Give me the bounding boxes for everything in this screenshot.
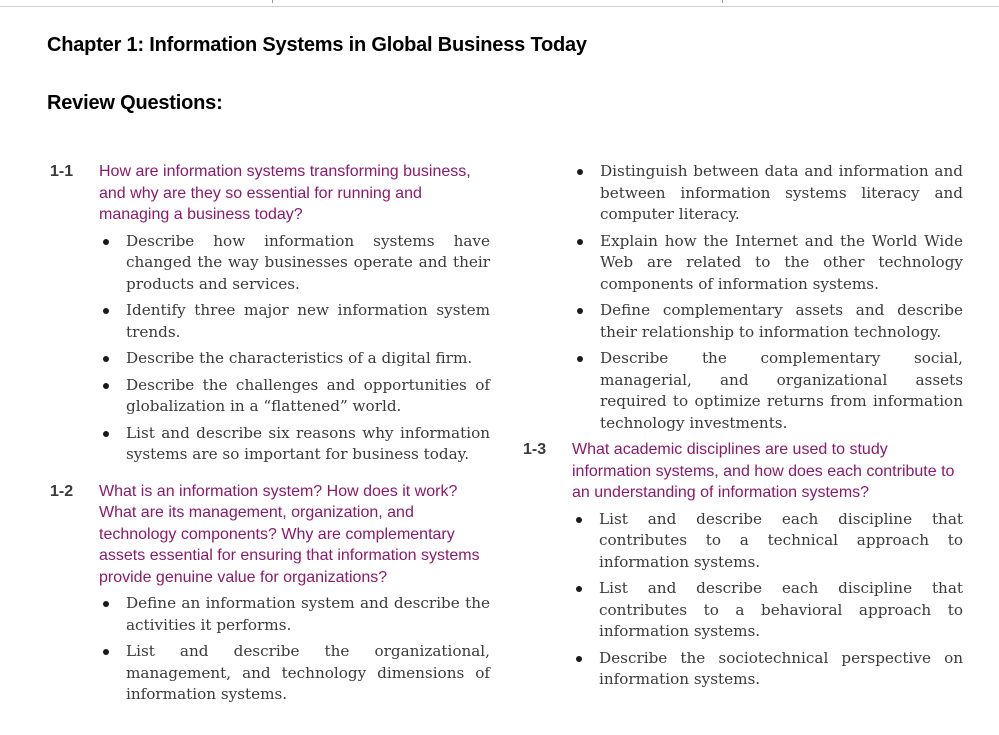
left-column [50, 161, 490, 711]
question-number: 1-2 [50, 482, 74, 500]
bullet-item: Distinguish between data and information and between information systems literacy and computer literacy. [573, 161, 963, 226]
question-number: 1-1 [50, 163, 74, 180]
rule-tick [272, 0, 273, 3]
question-text: How are information systems transforming business, and why are they so essential for running and managing a business today? [99, 163, 471, 223]
question-1-3 [523, 439, 963, 696]
bullet-item: Describe the challenges and opportunities of globalization in a “flattened” world. [99, 375, 490, 418]
bullet-icon [103, 308, 109, 314]
bullet-icon [103, 239, 109, 245]
question-1-1 [50, 161, 490, 471]
bullet-item: Describe how information systems have changed the way businesses operate and their products and services. [99, 231, 490, 296]
section-title: Review Questions: [47, 92, 223, 114]
question-body [99, 161, 490, 471]
bullet-item: List and describe six reasons why information systems are so important for business today. [99, 423, 490, 466]
bullet-list [572, 509, 963, 691]
bullet-icon [103, 601, 109, 607]
chapter-title: Chapter 1: Information Systems in Global Business Today [47, 34, 587, 56]
bullet-icon [577, 169, 583, 175]
question-text: What academic disciplines are used to study information systems, and how does each contribute to an understanding of information systems? [572, 441, 955, 501]
right-column [523, 161, 963, 696]
bullet-icon [103, 356, 109, 362]
bullet-icon [577, 356, 583, 362]
question-number: 1-3 [523, 441, 547, 458]
bullet-list [99, 231, 490, 466]
bullet-item: List and describe each discipline that contributes to a behavioral approach to information systems. [572, 578, 963, 643]
bullet-item: Identify three major new information system trends. [99, 300, 490, 343]
bullet-item: Define complementary assets and describe their relationship to information technology. [573, 300, 963, 343]
bullet-item: List and describe the organizational, management, and technology dimensions of information systems. [99, 641, 490, 706]
bullet-icon [577, 308, 583, 314]
question-1-2 [50, 481, 490, 711]
bullet-icon [576, 517, 582, 523]
bullet-item: List and describe each discipline that contributes to a technical approach to information systems. [572, 509, 963, 574]
rule-tick [722, 0, 723, 3]
bullet-list [573, 161, 963, 434]
question-body [572, 439, 963, 696]
bullet-icon [103, 431, 109, 437]
bullet-item: Describe the sociotechnical perspective on information systems. [572, 648, 963, 691]
bullet-list [99, 593, 490, 706]
question-text: What is an information system? How does it work? What are its management, organization, and technology components? Why are complementary assets essential for ensuring that information systems provide genuine value for organizations? [99, 482, 480, 586]
bullet-icon [577, 239, 583, 245]
bullet-item: Define an information system and describe the activities it performs. [99, 593, 490, 636]
bullet-icon [103, 383, 109, 389]
bullet-item: Describe the complementary social, managerial, and organizational assets required to optimize returns from information technology investments. [573, 348, 963, 434]
bullet-icon [576, 656, 582, 662]
bullet-icon [103, 649, 109, 655]
bullet-item: Describe the characteristics of a digital firm. [99, 348, 490, 370]
bullet-item: Explain how the Internet and the World Wide Web are related to the other technology components of information systems. [573, 231, 963, 296]
continued-bullets [573, 161, 963, 434]
question-body [99, 481, 490, 711]
bullet-icon [576, 586, 582, 592]
page-top-rule [0, 0, 999, 7]
